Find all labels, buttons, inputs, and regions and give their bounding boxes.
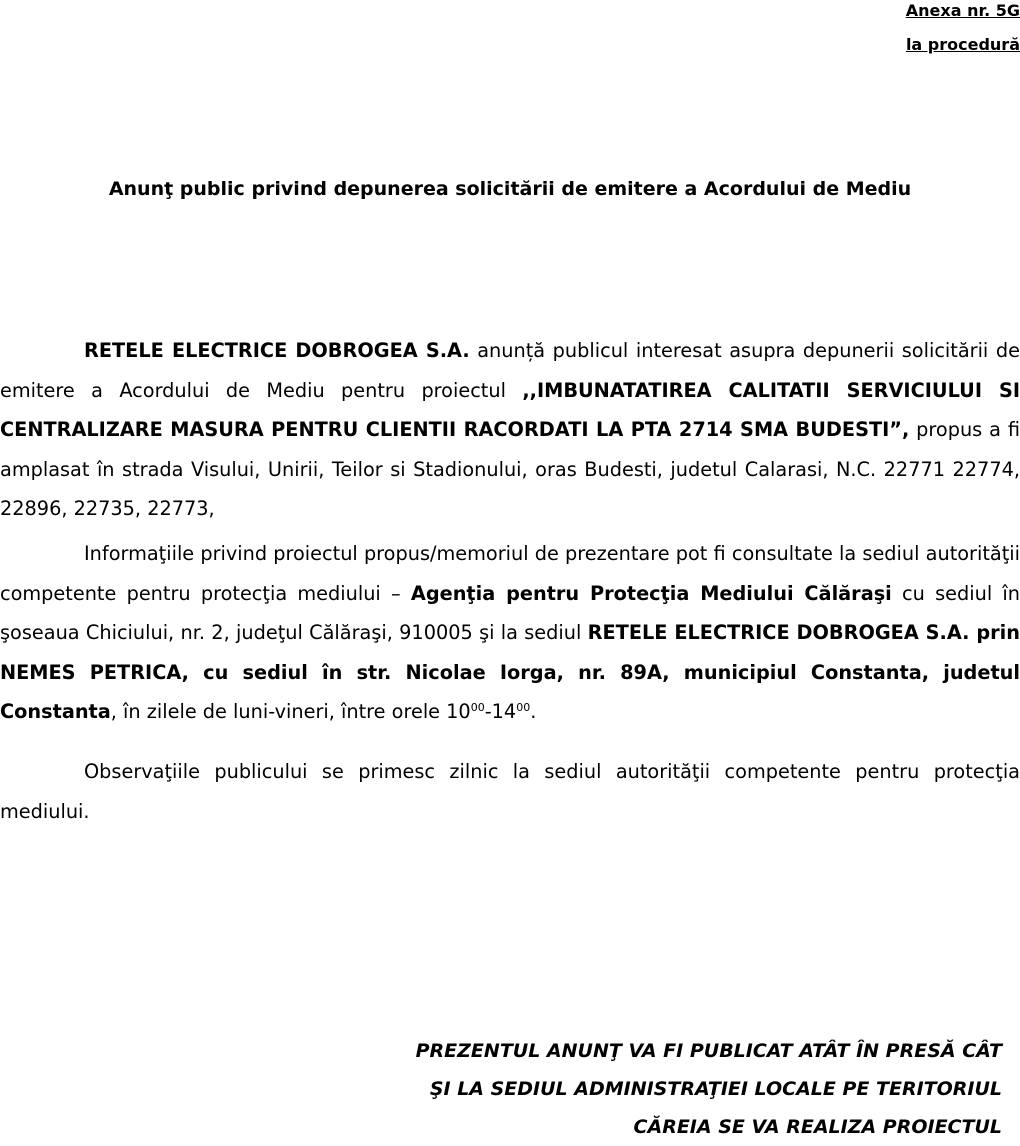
project-name: ,,IMBUNATATIREA CALITATII SERVICIULUI SI CENTRALIZARE MASURA PENTRU CLIENTII RACORDATI LA PTA 2714 SMA BUDESTI”, bbox=[0, 378, 1020, 441]
publication-note-line-3: CĂREIA SE VA REALIZA PROIECTUL bbox=[633, 1116, 1002, 1138]
schedule-end-hour: -14 bbox=[484, 700, 517, 723]
company-name: RETELE ELECTRICE DOBROGEA S.A. bbox=[84, 339, 470, 362]
agency-name: Agenţia pentru Protecţia Mediului Călăraşi bbox=[410, 581, 892, 605]
publication-note-line-1: PREZENTUL ANUNŢ VA FI PUBLICAT ATÂT ÎN PRESĂ CÂT bbox=[415, 1040, 1002, 1062]
schedule-text: , în zilele de luni-vineri, între orele 10 bbox=[110, 700, 471, 723]
schedule-period: . bbox=[530, 700, 537, 723]
paragraph-information bbox=[0, 534, 1020, 732]
publication-note-line-2: ŞI LA SEDIUL ADMINISTRAŢIEI LOCALE PE TERITORIUL bbox=[429, 1078, 1002, 1100]
schedule-start-minutes: 00 bbox=[470, 701, 485, 714]
publication-note bbox=[416, 1032, 1002, 1146]
company-address: RETELE ELECTRICE DOBROGEA S.A. prin NEMES PETRICA, cu sediul în str. Nicolae Iorga, nr. 89A, municipiul Constanta, judetul Constanta bbox=[0, 621, 1020, 723]
schedule-end-minutes: 00 bbox=[516, 701, 531, 714]
annex-number: Anexa nr. 5G bbox=[905, 1, 1020, 20]
paragraph-announcement bbox=[0, 331, 1020, 529]
info-text: Informaţiile privind proiectul propus/memoriul de prezentare pot fi consultate la sediul autorităţii competente pentru protecţia mediului – bbox=[0, 542, 1020, 605]
announcement-text: anunță publicul interesat asupra depunerii solicitării de emitere a Acordului de Mediu pentru proiectul bbox=[0, 339, 1020, 402]
annex-procedure: la procedură bbox=[905, 35, 1020, 54]
agency-address: cu sediul în şoseaua Chiciului, nr. 2, judeţul Călăraşi, 910005 şi la sediul bbox=[0, 581, 1020, 644]
location-text: propus a fi amplasat în strada Visului, Unirii, Teilor si Stadionului, oras Budesti, judetul Calarasi, N.C. 22771 22774, 22896, 22735, 22773, bbox=[0, 418, 1020, 520]
paragraph-observations: Observaţiile publicului se primesc zilnic la sediul autorităţii competente pentru protecţia mediului. bbox=[0, 760, 1020, 823]
annex-reference bbox=[906, 0, 1020, 62]
document-title: Anunţ public privind depunerea solicitării de emitere a Acordului de Mediu bbox=[108, 178, 912, 200]
